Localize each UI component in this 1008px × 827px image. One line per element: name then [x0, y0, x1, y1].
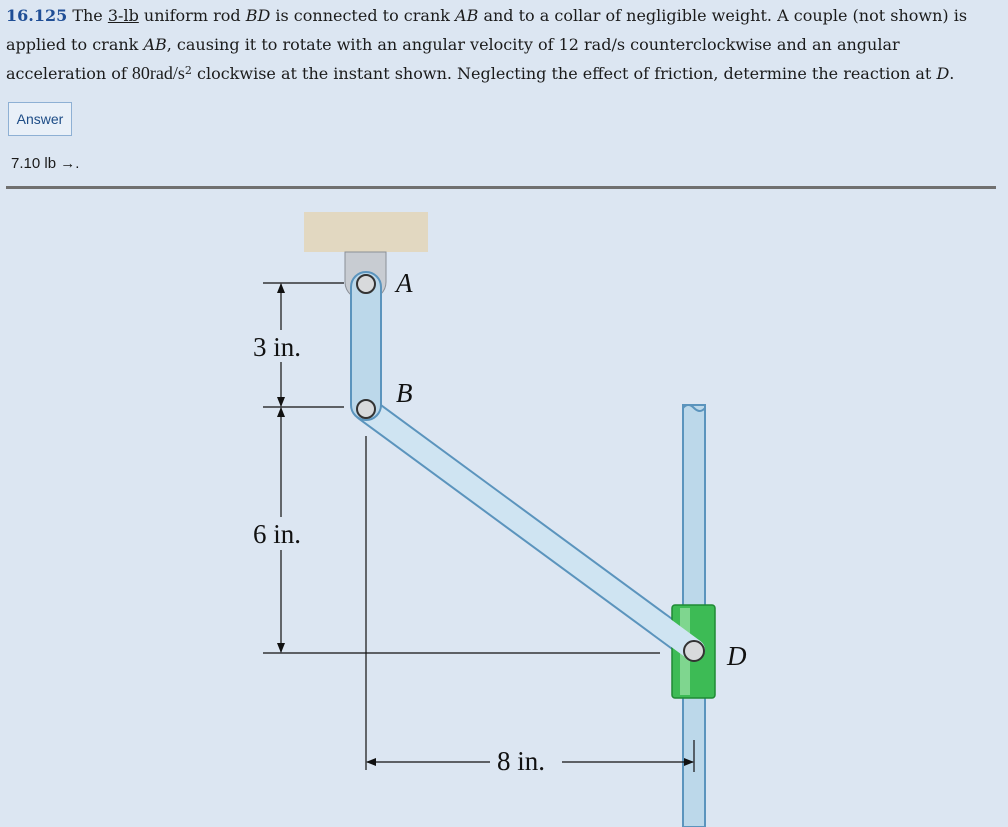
crank-name: AB [455, 6, 479, 25]
problem-statement [6, 2, 996, 89]
mechanism-figure [0, 190, 1008, 827]
crank-ab [351, 272, 381, 420]
problem-text: is connected to crank [270, 6, 456, 25]
problem-text: clockwise at the instant shown. Neglecting the effect of friction, determine the reaction at [191, 64, 937, 83]
problem-text: , causing it to rotate with an angular velocity of 12 rad/s counterclockwise and an angular acceleration of [6, 34, 900, 83]
point-name: D [936, 64, 950, 83]
problem-text: uniform rod [138, 6, 246, 25]
dim-horizontal-label: 8 in. [497, 746, 546, 776]
accel-exponent: 2 [184, 64, 192, 77]
problem-text: and to a collar of negligible weight. A couple (not shown) is applied to crank [6, 6, 968, 54]
answer-button[interactable]: Answer [8, 102, 72, 136]
pin-b [357, 400, 375, 418]
label-d: D [727, 641, 747, 671]
dim-bd-label: 6 in. [253, 519, 302, 549]
problem-number: 16.125 [6, 6, 68, 25]
answer-value: 7.10 lb →. [11, 155, 80, 172]
dimension-lines [263, 283, 694, 772]
rod-name: BD [245, 6, 271, 25]
rod-weight: 3-lb [107, 6, 139, 25]
problem-text: The [67, 6, 108, 25]
fixed-support [304, 212, 428, 252]
label-a: A [396, 268, 413, 298]
label-b: B [396, 378, 413, 408]
problem-text: . [949, 64, 955, 83]
pin-a [357, 275, 375, 293]
dim-ab-label: 3 in. [253, 332, 302, 362]
crank-name: AB [143, 34, 167, 54]
angular-acceleration: 80rad/s [131, 63, 185, 83]
divider [6, 186, 996, 189]
rod-bd [366, 409, 694, 650]
pin-d [684, 641, 704, 661]
